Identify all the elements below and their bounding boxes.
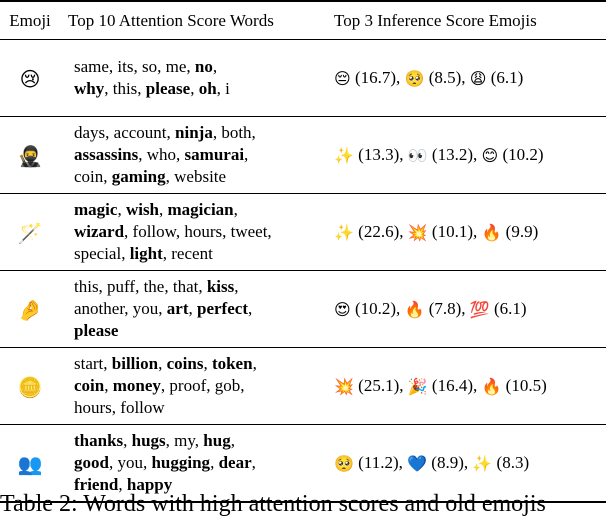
word-text: , my, — [165, 431, 204, 450]
inference-score: (8.9) — [431, 453, 464, 472]
inference-emoji: 😔 — [334, 69, 351, 89]
attention-words-cell — [60, 40, 326, 117]
word-bold: dear — [218, 453, 252, 472]
word-bold: friend — [74, 475, 119, 494]
word-text: , — [247, 299, 253, 318]
table-row — [0, 348, 606, 425]
inference-emojis-cell: 😍 (10.2), 🔥 (7.8), 💯 (6.1) — [326, 271, 606, 348]
inference-score: (11.2) — [358, 453, 399, 472]
word-text: , — [118, 475, 127, 494]
word-bold: thanks — [74, 431, 124, 450]
word-bold: why — [74, 79, 105, 98]
inference-score: (16.4) — [431, 376, 473, 395]
inference-score: (25.1) — [358, 376, 400, 395]
inference-score: (13.2) — [431, 145, 473, 164]
word-text: , — [123, 431, 132, 450]
row-emoji-cell — [0, 271, 60, 348]
word-text: , — [203, 354, 212, 373]
word-text: this, puff, the, that, — [74, 277, 207, 296]
row-emoji-cell — [0, 117, 60, 194]
inference-emoji: 🔥 — [481, 377, 502, 397]
inference-emoji: 🎉 — [407, 377, 428, 397]
word-bold: hug — [203, 431, 231, 450]
word-text: , — [158, 354, 167, 373]
word-bold: happy — [126, 475, 173, 494]
word-text: , — [244, 145, 249, 164]
word-bold: coin — [74, 376, 105, 395]
table-row — [0, 117, 606, 194]
inference-emoji: ✨ — [334, 146, 354, 166]
word-bold: money — [112, 376, 161, 395]
table-caption: Table 2: Words with high attention scores and old emojis — [0, 491, 546, 517]
inference-emoji: 🥺 — [334, 454, 354, 474]
inference-score: (7.8) — [428, 299, 462, 318]
word-text: , this, — [104, 79, 146, 98]
row-emoji: 👥 — [17, 452, 43, 477]
inference-score: (9.9) — [505, 222, 539, 241]
inference-score: (16.7) — [354, 68, 397, 87]
word-bold: oh — [198, 79, 217, 98]
word-bold: kiss — [206, 277, 235, 296]
header-emoji: Emoji — [0, 1, 60, 40]
row-emoji-cell — [0, 194, 60, 271]
word-bold: art — [166, 299, 189, 318]
word-bold: billion — [111, 354, 159, 373]
word-bold: please — [145, 79, 191, 98]
word-bold: samurai — [184, 145, 245, 164]
inference-emoji: 😩 — [469, 69, 487, 89]
word-text: , — [190, 79, 199, 98]
word-bold: perfect — [197, 299, 248, 318]
word-text: , — [252, 354, 257, 373]
inference-emoji: 🥺 — [404, 69, 425, 89]
word-text: days, account, — [74, 123, 176, 142]
row-emoji: 🪙 — [17, 375, 43, 400]
word-text: , proof, gob, — [160, 376, 245, 395]
attention-words-cell — [60, 117, 326, 194]
inference-emoji: 🔥 — [481, 223, 502, 243]
inference-score: (6.1) — [490, 68, 524, 87]
inference-emojis-cell: 😔 (16.7), 🥺 (8.5), 😩 (6.1) — [326, 40, 606, 117]
word-bold: wizard — [74, 222, 125, 241]
inference-emoji: 💥 — [407, 223, 428, 243]
inference-score: (22.6) — [358, 222, 400, 241]
word-text: , who, — [138, 145, 185, 164]
inference-emoji: 💥 — [334, 377, 354, 397]
inference-emoji: 🔥 — [404, 300, 425, 320]
word-text: , — [159, 200, 168, 219]
word-bold: coins — [166, 354, 204, 373]
word-text: , — [210, 453, 219, 472]
word-text: coin, — [74, 167, 112, 186]
word-text: , — [230, 431, 235, 450]
word-text: , you, — [108, 453, 152, 472]
word-bold: magician — [167, 200, 234, 219]
word-text: , — [234, 277, 239, 296]
word-bold: ninja — [175, 123, 213, 142]
attention-words-cell — [60, 271, 326, 348]
inference-emoji: ✨ — [334, 223, 354, 243]
word-text: , both, — [212, 123, 256, 142]
inference-emojis-cell: ✨ (22.6), 💥 (10.1), 🔥 (9.9) — [326, 194, 606, 271]
inference-emoji: 💙 — [407, 454, 428, 474]
inference-score: (6.1) — [493, 299, 527, 318]
attention-words-cell — [60, 194, 326, 271]
row-emoji: 🪄 — [17, 221, 43, 246]
word-bold: good — [74, 453, 109, 472]
inference-score: (10.1) — [431, 222, 473, 241]
word-text: another, you, — [74, 299, 167, 318]
inference-score: (10.2) — [354, 299, 397, 318]
word-text: same, its, so, me, — [74, 57, 195, 76]
row-emoji: 🥷 — [17, 144, 43, 169]
inference-score: (8.3) — [496, 453, 530, 472]
inference-emoji: 😍 — [334, 300, 351, 320]
word-bold: no — [194, 57, 213, 76]
header-attention-words: Top 10 Attention Score Words — [60, 1, 326, 40]
inference-emojis-cell: 🥺 (11.2), 💙 (8.9), ✨ (8.3) — [326, 425, 606, 503]
word-text: special, — [74, 244, 130, 263]
inference-emoji: 💯 — [469, 300, 490, 320]
word-text: , — [212, 57, 218, 76]
table-row — [0, 194, 606, 271]
row-emoji: 😢 — [19, 67, 41, 92]
word-text: , — [233, 200, 238, 219]
inference-score: (8.5) — [428, 68, 462, 87]
inference-emoji: 😊 — [481, 146, 499, 166]
word-bold: light — [129, 244, 163, 263]
inference-emojis-cell: 💥 (25.1), 🎉 (16.4), 🔥 (10.5) — [326, 348, 606, 425]
word-bold: gaming — [111, 167, 166, 186]
word-text: , — [104, 376, 113, 395]
word-bold: please — [74, 321, 119, 340]
table-row — [0, 40, 606, 117]
row-emoji-cell — [0, 40, 60, 117]
header-inference-emojis: Top 3 Inference Score Emojis — [326, 1, 606, 40]
row-emoji-cell — [0, 348, 60, 425]
word-bold: magic — [74, 200, 118, 219]
word-text: , website — [165, 167, 227, 186]
inference-emojis-cell: ✨ (13.3), 👀 (13.2), 😊 (10.2) — [326, 117, 606, 194]
word-text: , — [188, 299, 198, 318]
inference-score: (13.3) — [358, 145, 400, 164]
inference-emoji: ✨ — [472, 454, 493, 474]
inference-emoji: 👀 — [407, 146, 428, 166]
word-bold: assassins — [74, 145, 139, 164]
word-text: start, — [74, 354, 112, 373]
word-bold: hugs — [131, 431, 166, 450]
row-emoji: 🤌 — [17, 298, 43, 323]
word-text: hours, follow — [74, 398, 165, 417]
word-bold: wish — [125, 200, 160, 219]
word-text: , — [251, 453, 256, 472]
word-text: , — [117, 200, 126, 219]
word-bold: hugging — [151, 453, 211, 472]
word-bold: token — [211, 354, 253, 373]
inference-score: (10.2) — [502, 145, 544, 164]
attention-words-cell — [60, 348, 326, 425]
word-text: , follow, hours, tweet, — [124, 222, 272, 241]
word-text: , i — [216, 79, 230, 98]
inference-score: (10.5) — [505, 376, 547, 395]
header-row — [0, 1, 606, 40]
word-text: , recent — [162, 244, 213, 263]
table-row — [0, 271, 606, 348]
